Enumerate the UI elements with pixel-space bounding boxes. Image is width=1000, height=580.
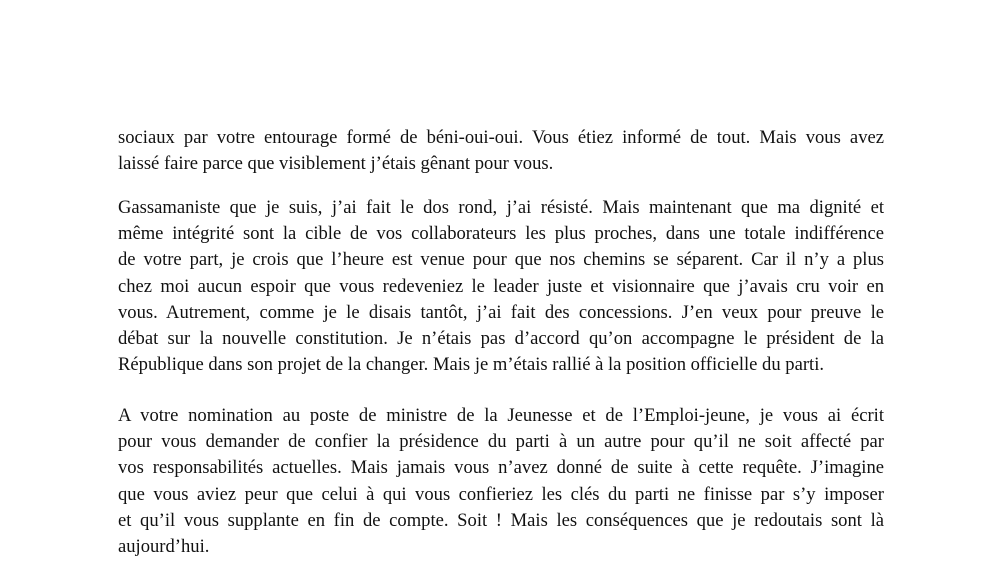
text-line: aujourd’hui.: [118, 535, 210, 557]
paragraph-1: [118, 125, 884, 177]
text-line: débat sur la nouvelle constitution. Je n’étais pas d’accord qu’on accompagne le président de la: [118, 327, 884, 349]
text-line: de votre part, je crois que l’heure est venue pour que nos chemins se séparent. Car il n’y a plus: [118, 249, 884, 271]
text-line: sociaux par votre entourage formé de béni-oui-oui. Vous étiez informé de tout. Mais vous avez: [118, 127, 884, 148]
paragraph-3: [118, 403, 884, 560]
text-line: Gassamaniste que je suis, j’ai fait le dos rond, j’ai résisté. Mais maintenant que ma dignité et: [118, 197, 884, 218]
text-line: laissé faire parce que visiblement j’étais gênant pour vous.: [118, 153, 554, 175]
paragraph-2: [118, 195, 884, 378]
text-line: pour vous demander de confier la présidence du parti à un autre pour qu’il ne soit affecté par: [118, 431, 884, 453]
text-line: vous. Autrement, comme je le disais tantôt, j’ai fait des concessions. J’en veux pour preuve le: [118, 301, 884, 323]
text-line: vos responsabilités actuelles. Mais jamais vous n’avez donné de suite à cette requête. J’imagine: [118, 457, 884, 479]
text-line: A votre nomination au poste de ministre de la Jeunesse et de l’Emploi-jeune, je vous ai écrit: [118, 405, 884, 426]
text-line: et qu’il vous supplante en fin de compte. Soit ! Mais les conséquences que je redoutais sont là: [118, 509, 884, 531]
text-line: chez moi aucun espoir que vous redeveniez le leader juste et visionnaire que j’avais cru voir en: [118, 275, 884, 297]
text-line: que vous aviez peur que celui à qui vous confieriez les clés du parti ne finisse par s’y imposer: [118, 483, 884, 505]
text-line: même intégrité sont la cible de vos collaborateurs les plus proches, dans une totale indifférence: [118, 223, 884, 245]
text-line: République dans son projet de la changer. Mais je m’étais rallié à la position officielle du parti.: [118, 354, 825, 376]
